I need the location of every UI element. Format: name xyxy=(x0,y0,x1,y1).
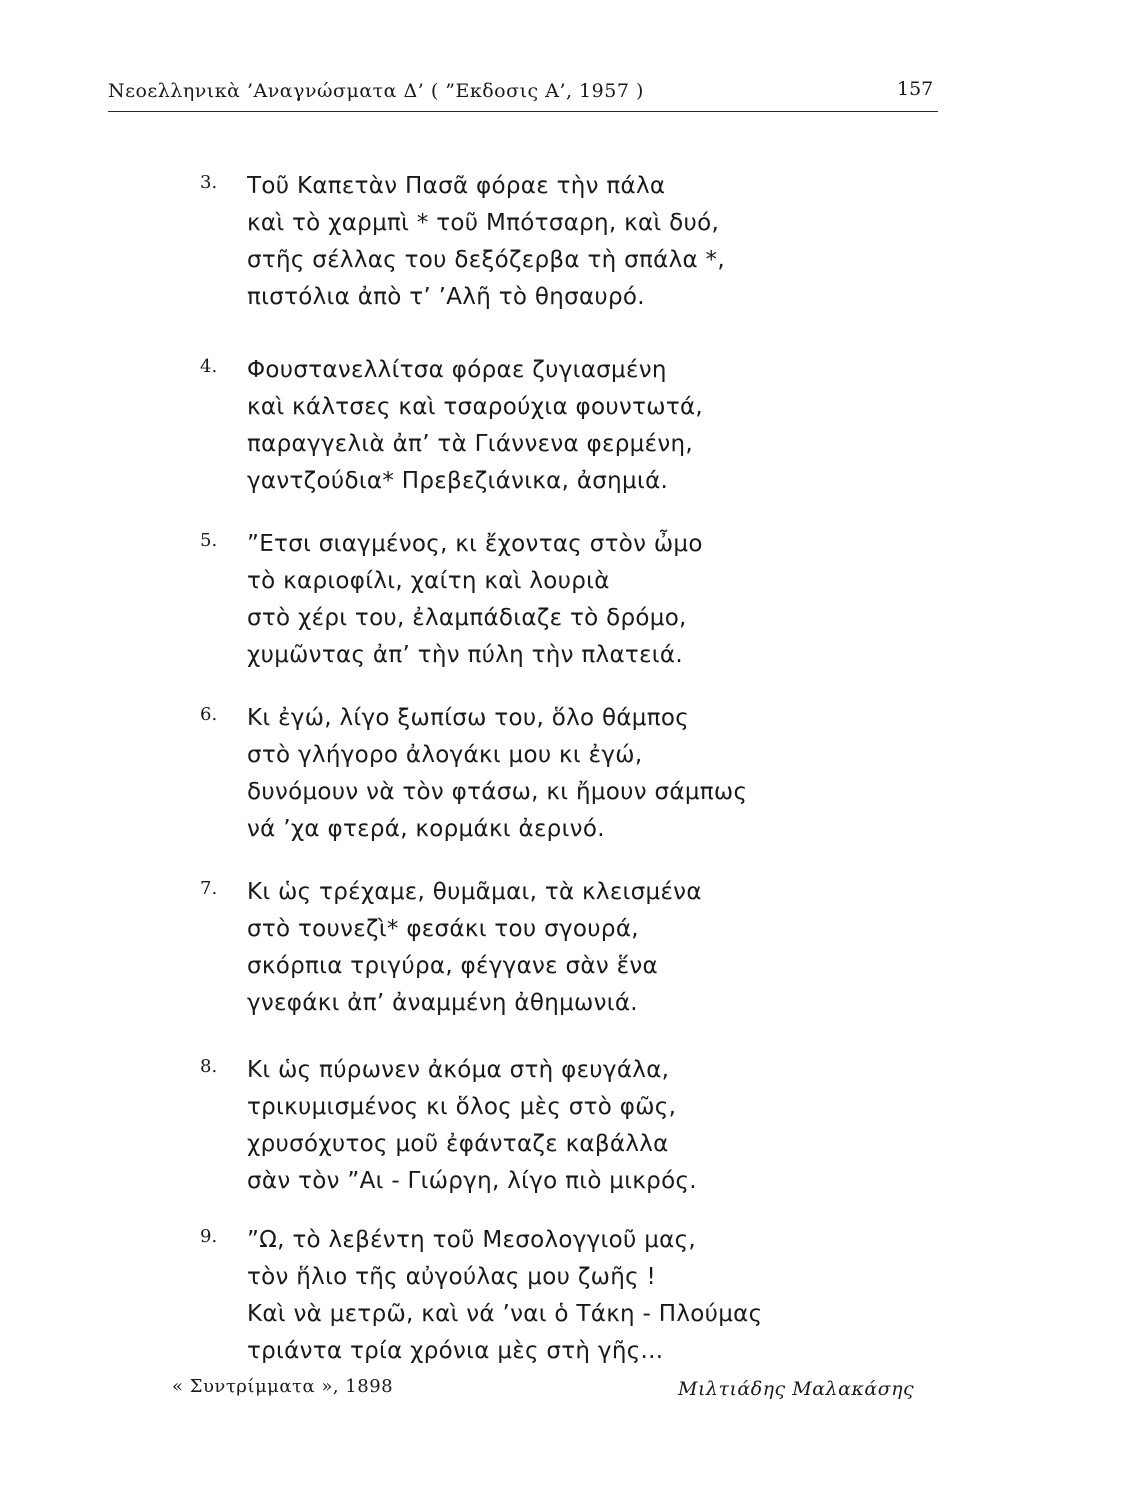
header-rule xyxy=(108,111,938,112)
verse-line: Κι ὡς τρέχαμε, θυμᾶμαι, τὰ κλεισμένα xyxy=(247,879,702,905)
verse-line: στῆς σέλλας του δεξόζερβα τὴ σπάλα *, xyxy=(247,247,725,273)
stanza-lines xyxy=(247,874,702,1022)
verse-line: πιστόλια ἀπὸ τ’ ’Αλῆ τὸ θησαυρό. xyxy=(247,284,645,310)
verse-line: νά ’χα φτερά, κορμάκι ἀερινό. xyxy=(247,816,605,842)
stanza-lines xyxy=(247,352,703,500)
verse-line: χυμῶντας ἀπ’ τὴν πύλη τὴν πλατειά. xyxy=(247,642,683,668)
verse-line: χρυσόχυτος μοῦ ἐφάνταζε καβάλλα xyxy=(247,1131,669,1157)
verse-line: γνεφάκι ἀπ’ ἀναμμένη ἀθημωνιά. xyxy=(247,990,638,1016)
verse-line: Φουστανελλίτσα φόραε ζυγιασμένη xyxy=(247,357,667,383)
stanza-lines xyxy=(247,526,703,674)
verse-line: στὸ γλήγορο ἀλογάκι μου κι ἐγώ, xyxy=(247,742,643,768)
verse-line: Καὶ νὰ μετρῶ, καὶ νά ’ναι ὁ Τάκη - Πλούμας xyxy=(247,1301,763,1327)
stanza-number: 8. xyxy=(200,1056,218,1077)
stanza-number: 4. xyxy=(200,356,218,377)
verse-line: γαντζούδια* Πρεβεζιάνικα, ἀσημιά. xyxy=(247,468,669,494)
verse-line: τὸ καριοφίλι, χαίτη καὶ λουριὰ xyxy=(247,568,610,594)
source-citation: « Συντρίμματα », 1898 xyxy=(172,1376,394,1397)
stanza-number: 6. xyxy=(200,704,218,725)
stanza-lines xyxy=(247,168,725,316)
author-name: Μιλτιάδης Μαλακάσης xyxy=(678,1378,915,1400)
verse-line: Κι ὡς πύρωνεν ἀκόμα στὴ φευγάλα, xyxy=(247,1057,670,1083)
verse-line: τρικυμισμένος κι ὅλος μὲς στὸ φῶς, xyxy=(247,1094,677,1120)
stanza-lines xyxy=(247,700,747,848)
verse-line: Τοῦ Καπετὰν Πασᾶ φόραε τὴν πάλα xyxy=(247,173,666,199)
verse-line: ”Ετσι σιαγμένος, κι ἔχοντας στὸν ὦμο xyxy=(247,531,703,557)
verse-line: σὰν τὸν ”Αι - Γιώργη, λίγο πιὸ μικρός. xyxy=(247,1168,697,1194)
verse-line: καὶ τὸ χαρμπὶ * τοῦ Μπότσαρη, καὶ δυό, xyxy=(247,210,720,236)
stanza-number: 9. xyxy=(200,1226,218,1247)
stanza-number: 7. xyxy=(200,878,218,899)
running-header: Νεοελληνικὰ ’Αναγνώσματα Δ’ ( ”Εκδοσις Α’, 1957 ) xyxy=(108,80,644,102)
verse-line: τὸν ἥλιο τῆς αὐγούλας μου ζωῆς ! xyxy=(247,1264,657,1290)
verse-line: σκόρπια τριγύρα, φέγγανε σὰν ἕνα xyxy=(247,953,658,979)
verse-line: παραγγελιὰ ἀπ’ τὰ Γιάννενα φερμένη, xyxy=(247,431,693,457)
stanza-lines xyxy=(247,1052,697,1200)
verse-line: τριάντα τρία χρόνια μὲς στὴ γῆς... xyxy=(247,1338,664,1364)
stanza-lines xyxy=(247,1222,762,1370)
verse-line: Κι ἐγώ, λίγο ξωπίσω του, ὅλο θάμπος xyxy=(247,705,690,731)
verse-line: στὸ χέρι του, ἐλαμπάδιαζε τὸ δρόμο, xyxy=(247,605,687,631)
stanza-number: 3. xyxy=(200,172,218,193)
verse-line: ”Ω, τὸ λεβέντη τοῦ Μεσολογγιοῦ μας, xyxy=(247,1227,697,1253)
verse-line: καὶ κάλτσες καὶ τσαρούχια φουντωτά, xyxy=(247,394,704,420)
page-number: 157 xyxy=(897,78,934,100)
stanza-number: 5. xyxy=(200,530,218,551)
verse-line: δυνόμουν νὰ τὸν φτάσω, κι ἤμουν σάμπως xyxy=(247,779,748,805)
verse-line: στὸ τουνεζὶ* φεσάκι του σγουρά, xyxy=(247,916,639,942)
